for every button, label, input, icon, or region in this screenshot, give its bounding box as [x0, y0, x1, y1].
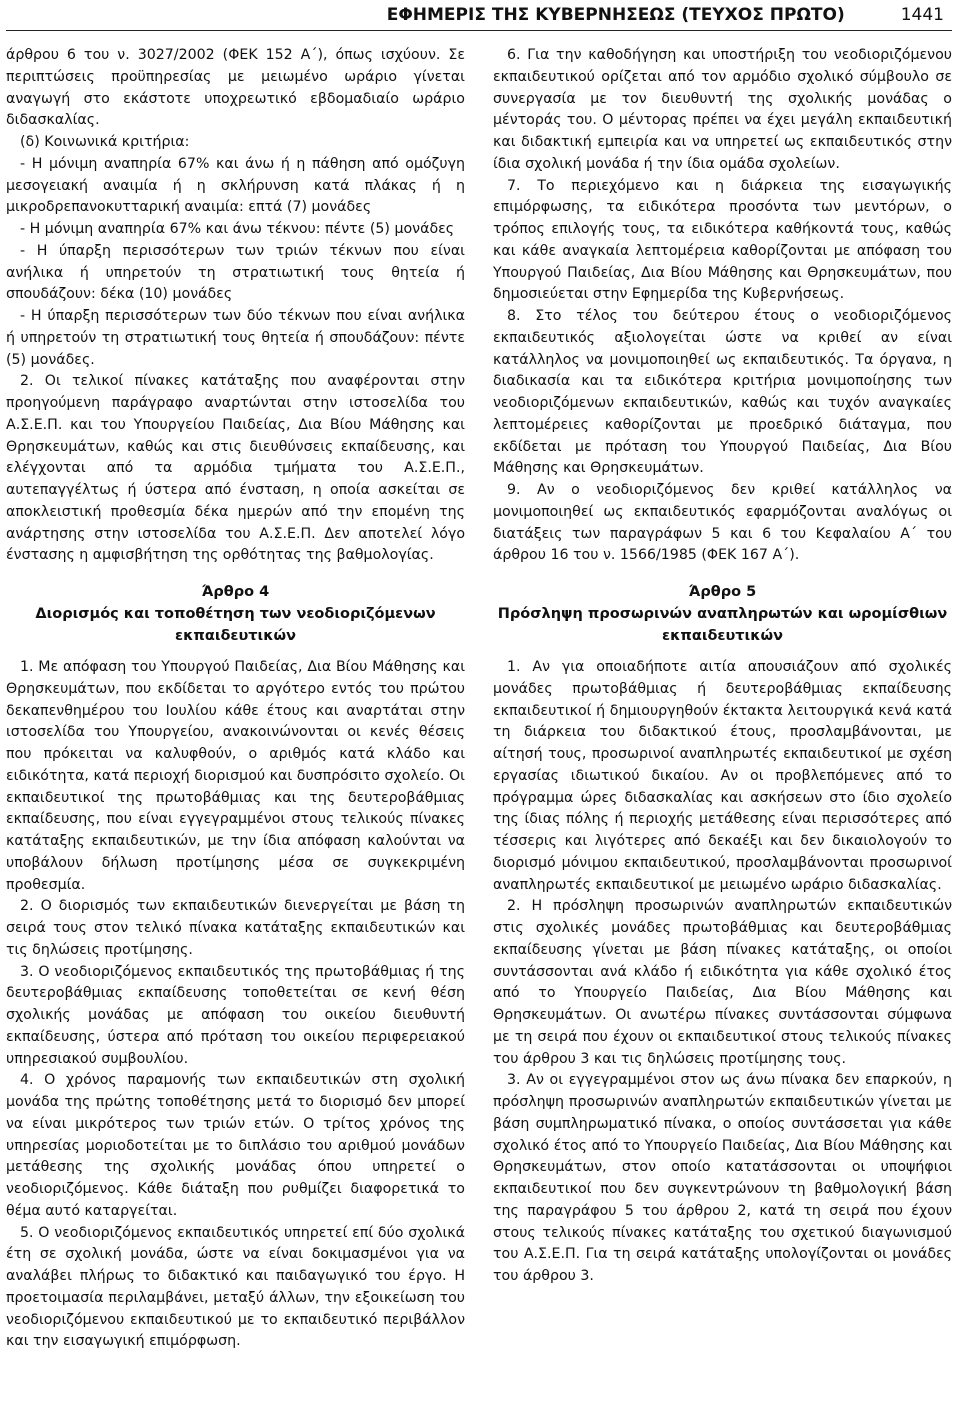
article-heading [6, 581, 465, 647]
paragraph: 7. Το περιεχόμενο και η διάρκεια της εισαγωγικής επιμόρφωσης, τα ειδικότερα προσόντα των μεντόρων, ο τρόπος επιλογής τους, τα ειδικότερα καθήκοντά τους, καθώς και κάθε αναγκαία λεπτομέρεια καθορίζονται με απόφαση του Υπουργού Παιδείας, Δια Βίου Μάθησης και Θρησκευμάτων, που δημοσιεύεται στην Εφημερίδα της Κυβερνήσεως. [493, 177, 952, 303]
article-title: Διορισμός και τοποθέτηση των νεοδιοριζόμενων εκπαιδευτικών [35, 606, 436, 644]
paragraph: 1. Αν για οποιαδήποτε αιτία απουσιάζουν από σχολικές μονάδες πρωτοβάθμιας ή δευτεροβάθμιας εκπαίδευσης εκπαιδευτικοί ή δημιουργηθούν έκτακτα λειτουργικά κενά κατά τη διάρκεια του διδακτικού έτους, προσλαμβάνονται, με αίτησή τους, προσωρινοί αναπληρωτές εκπαιδευτικοί με σχέση εργασίας ιδιωτικού δικαίου. Αν οι προβλεπόμενες από το πρόγραμμα ώρες διδασκαλίας και ασκήσεων στο ίδιο σχολείο της ίδιας πόλης ή περιοχής μετάθεσης είναι περισσότερες από τέσσερις και λιγότερες από δεκαέξι και δεν δικαιολογούν το διορισμό μόνιμου εκπαιδευτικού, προσλαμβάνονται προσωρινοί αναπληρωτές εκπαιδευτικοί με μειωμένο ωράριο διδασκαλίας. [493, 659, 952, 893]
paragraph: 8. Στο τέλος του δεύτερου έτους ο νεοδιοριζόμενος εκπαιδευτικός αξιολογείται ώστε να κριθεί αν είναι κατάλληλος να μονιμοποιηθεί ως εκπαιδευτικός. Τα όργανα, η διαδικασία και τα ειδικότερα κριτήρια μονιμοποίησης των νεοδιοριζόμενων εκπαιδευτικών, καθώς και τυχόν αναγκαίες λεπτομέρειες καθορίζονται με προεδρικό διάταγμα, που εκδίδεται με πρόταση του Υπουργού Παιδείας, Δια Βίου Μάθησης και Θρησκευμάτων. [493, 308, 952, 477]
paragraph: άρθρου 6 του ν. 3027/2002 (ΦΕΚ 152 Α΄), όπως ισχύουν. Σε περιπτώσεις προϋπηρεσίας με μειωμένο ωράριο γίνεται αναγωγή στο εκάστοτε υποχρεωτικό εβδομαδιαίο ωράριο διδασκαλίας. [6, 47, 465, 129]
paragraph: 5. Ο νεοδιοριζόμενος εκπαιδευτικός υπηρετεί επί δύο σχολικά έτη σε σχολική μονάδα, ώστε να είναι δοκιμασμένοι για να αναλάβει πλήρως το διδακτικό και παιδαγωγικό του έργο. Η προετοιμασία περιλαμβάνει, μεταξύ άλλων, την εξοικείωση του νεοδιοριζόμενου εκπαιδευτικού με το εκπαιδευτικό περιβάλλον και την εισαγωγική επιμόρφωση. [6, 1224, 465, 1350]
page-number: 1441 [900, 5, 944, 25]
paragraph: - Η μόνιμη αναπηρία 67% και άνω τέκνου: πέντε (5) μονάδες [20, 221, 455, 237]
right-column [493, 45, 952, 1353]
paragraph: 3. Ο νεοδιοριζόμενος εκπαιδευτικός της πρωτοβάθμιας ή της δευτεροβάθμιας εκπαίδευσης τοποθετείται σε κενή θέση σχολικής μονάδας με απόφαση του οικείου διευθυντή εκπαίδευσης, ύστερα από πρόταση του οικείου περιφερειακού υπηρεσιακού συμβουλίου. [6, 963, 465, 1067]
paragraph: 2. Οι τελικοί πίνακες κατάταξης που αναφέρονται στην προηγούμενη παράγραφο αναρτώνται στην ιστοσελίδα του Α.Σ.Ε.Π. και του Υπουργείου Παιδείας, Δια Βίου Μάθησης και Θρησκευμάτων, καθώς και στις διευθύνσεις εκπαίδευσης, και ελέγχονται από τα αρμόδια τμήματα του Α.Σ.Ε.Π., αυτεπαγγέλτως ή ύστερα από ένσταση, η οποία ασκείται σε αποκλειστική προθεσμία δέκα ημερών από την επομένη της ανάρτησης στην ιστοσελίδα του Α.Σ.Ε.Π. Δεν αποτελεί λόγο ένστασης η αμφισβήτηση της ορθότητας της βαθμολογίας. [6, 373, 465, 564]
paragraph: 2. Ο διορισμός των εκπαιδευτικών διενεργείται με βάση τη σειρά τους στον τελικό πίνακα κατάταξης εκπαιδευτικών και τις δηλώσεις προτίμησης. [6, 898, 465, 958]
paragraph: 3. Αν οι εγγεγραμμένοι στον ως άνω πίνακα δεν επαρκούν, η πρόσληψη προσωρινών αναπληρωτών εκπαιδευτικών γίνεται με βάση συμπληρωματικό πίνακα, ο οποίος συντάσσεται για κάθε σχολικό έτος από το Υπουργείο Παιδείας, Δια Βίου Μάθησης και Θρησκευμάτων, στον οποίο κατατάσσονται οι υποψήφιοι εκπαιδευτικοί που δεν συγκεντρώνουν τη βαθμολογική βάση της παραγράφου 5 του άρθρου 2, κατά τη σειρά που έχουν στους τελικούς πίνακες κατάταξης του σχετικού διαγωνισμού του Α.Σ.Ε.Π. Για τη σειρά κατάταξης υπολογίζονται οι μονάδες του άρθρου 3. [493, 1072, 952, 1284]
paragraph: (δ) Κοινωνικά κριτήρια: [20, 134, 190, 150]
article-label: Άρθρο 5 [688, 584, 757, 600]
paragraph: 2. Η πρόσληψη προσωρινών αναπληρωτών εκπαιδευτικών στις σχολικές μονάδες πρωτοβάθμιας και δευτεροβάθμιας εκπαίδευσης γίνεται με βάση πίνακες κατάταξης, οι οποίοι συντάσσονται ανά κλάδο ή ειδικότητα για κάθε σχολικό έτος από το Υπουργείο Παιδείας, Δια Βίου Μάθησης και Θρησκευμάτων. Οι ανωτέρω πίνακες συντάσσονται σύμφωνα με τη σειρά που έχουν οι εκπαιδευτικοί στους τελικούς πίνακες του άρθρου 3 και τις δηλώσεις προτίμησης τους. [493, 898, 952, 1067]
paragraph: - Η ύπαρξη περισσότερων των δύο τέκνων που είναι ανήλικα ή υπηρετούν τη στρατιωτική τους θητεία ή σπουδάζουν: πέντε (5) μονάδες. [6, 308, 465, 368]
paragraph: - Η ύπαρξη περισσότερων των τριών τέκνων που είναι ανήλικα ή υπηρετούν τη στρατιωτική τους θητεία ή σπουδάζουν: δέκα (10) μονάδες [6, 242, 465, 303]
paragraph: 1. Με απόφαση του Υπουργού Παιδείας, Δια Βίου Μάθησης και Θρησκευμάτων, που εκδίδεται το αργότερο εντός του πρώτου δεκαπενθημέρου του Ιουλίου κάθε έτους και αναρτάται στην ιστοσελίδα του Υπουργείου, ανακοινώνονται οι κενές θέσεις που πρόκειται να καλυφθούν, ο αριθμός κατά κλάδο και ειδικότητα, κατά περιοχή διορισμού και δυσπρόσιτο σχολείο. Οι εκπαιδευτικοί της πρωτοβάθμιας και της δευτεροβάθμιας εκπαίδευσης, που είναι εγγεγραμμένοι στους τελικούς πίνακες κατάταξης εκπαιδευτικών, με την ίδια απόφαση καλούνται να υποβάλουν δήλωση προτίμησης μέσα σε συγκεκριμένη προθεσμία. [6, 659, 465, 893]
article-label: Άρθρο 4 [201, 584, 270, 600]
article-heading [493, 581, 952, 647]
text-columns [6, 45, 952, 1353]
paragraph: 6. Για την καθοδήγηση και υποστήριξη του νεοδιοριζόμενου εκπαιδευτικού ορίζεται από τον αρμόδιο σχολικό σύμβουλο σε συνεργασία με τον διευθυντή της σχολικής μονάδας ο μέντοράς του. Ο μέντορας πρέπει να έχει μεγάλη εκπαιδευτική και διδακτική εμπειρία και να υπηρετεί ως εκπαιδευτικός στην ίδια σχολική μονάδα ή την ίδια ομάδα σχολείων. [493, 47, 952, 172]
left-column [6, 45, 465, 1353]
header-title: ΕΦΗΜΕΡΙΣ ΤΗΣ ΚΥΒΕΡΝΗΣΕΩΣ (ΤΕΥΧΟΣ ΠΡΩΤΟ) [386, 5, 845, 25]
page-header [6, 0, 952, 31]
article-title: Πρόσληψη προσωρινών αναπληρωτών και ωρομίσθιων εκπαιδευτικών [497, 606, 948, 644]
paragraph: 9. Αν ο νεοδιοριζόμενος δεν κριθεί κατάλληλος να μονιμοποιηθεί ως εκπαιδευτικός εφαρμόζονται αναλόγως οι διατάξεις των παραγράφων 5 και 6 του Κεφαλαίου Α΄ του άρθρου 16 του ν. 1566/1985 (ΦΕΚ 167 Α΄). [493, 482, 952, 564]
paragraph: 4. Ο χρόνος παραμονής των εκπαιδευτικών στη σχολική μονάδα της πρώτης τοποθέτησης μετά το διορισμό δεν μπορεί να είναι μικρότερος των τριών ετών. Ο τρίτος χρόνος της υπηρεσίας μοριοδοτείται με το διπλάσιο του αριθμού μονάδων μετάθεσης της σχολικής μονάδας όπου υπηρετεί ο νεοδιοριζόμενος. Κάθε διάταξη που ρυθμίζει διαφορετικά το θέμα αυτό καταργείται. [6, 1072, 465, 1219]
paragraph: - Η μόνιμη αναπηρία 67% και άνω ή η πάθηση από ομόζυγη μεσογειακή αναιμία ή η σκλήρυνση κατά πλάκας ή η μικροδρεπανοκυτταρική αναιμία: επτά (7) μονάδες [6, 155, 465, 216]
